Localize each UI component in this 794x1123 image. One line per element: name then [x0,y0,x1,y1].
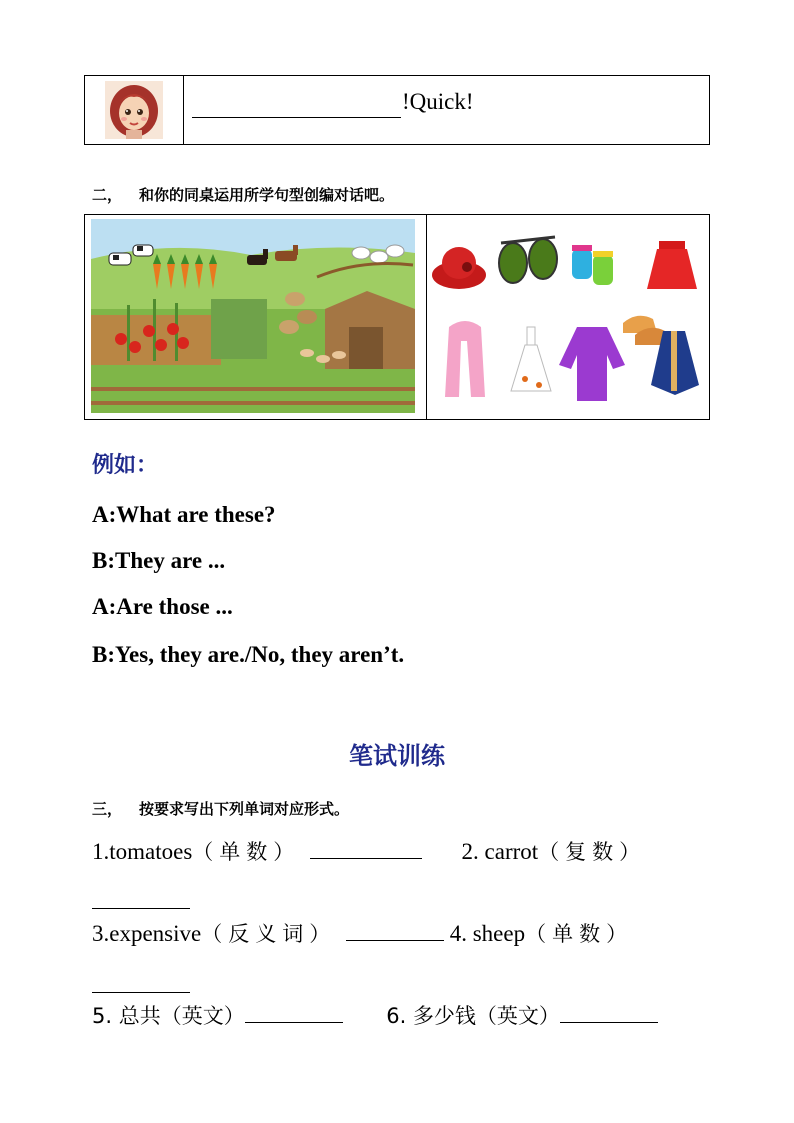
section2-instruction: 和你的同桌运用所学句型创编对话吧。 [139,186,395,204]
skirt-icon [647,241,697,289]
exercise-row-1b [92,888,190,915]
section2-number: 二， [92,186,123,204]
q1-hint: （单数） [192,840,301,864]
q3-hint: （反义词） [201,922,337,946]
q6-blank[interactable] [560,1002,658,1023]
q4-hint: （单数） [525,922,634,946]
farm-cell [85,215,427,419]
q2-word: 2. carrot [461,839,539,864]
section2-heading [92,184,394,205]
answer-blank[interactable] [192,117,401,118]
gloves-icon [572,245,613,285]
image-table [84,214,710,420]
written-training-title: 笔试训练 [349,741,445,770]
quick-text: !Quick! [402,89,474,114]
section3-instruction: 按要求写出下列单词对应形式。 [139,800,350,818]
dialog-line-4: B:Yes, they are./No, they aren’t. [92,642,405,667]
dress-icon [511,327,551,391]
exercise-row-2b [92,972,190,999]
dialog-line-2: B:They are ... [92,548,226,573]
section3-heading [92,798,349,819]
avatar-cell [85,76,184,144]
q2-blank[interactable] [92,888,190,909]
q5-text: 5. 总共（英文） [92,1004,245,1028]
top-table [84,75,710,145]
q3-blank[interactable] [346,920,444,941]
exercise-row-3 [92,1000,658,1030]
q6-text: 6. 多少钱（英文） [386,1004,560,1028]
dialog-line-3: A:Are those ... [92,594,233,619]
q2-hint: （复数） [538,840,647,864]
hat-icon [432,247,486,289]
clothes-cell [427,215,709,419]
section3-number: 三， [92,800,123,818]
scarf-icon [445,321,485,397]
farm-scene-icon [91,219,415,413]
q4-word: 4. sheep [449,921,526,946]
answer-cell [184,76,709,144]
q3-word: 3.expensive [92,921,202,946]
exercise-row-1 [92,836,646,866]
sweater-icon [559,327,625,401]
sunglasses-icon [499,237,557,283]
q1-blank[interactable] [310,838,422,859]
q5-blank[interactable] [245,1002,343,1023]
example-title: 例如： [92,453,159,478]
q4-blank[interactable] [92,972,190,993]
exercise-row-2 [92,918,633,948]
q1-word: 1.tomatoes [92,839,193,864]
dialog-line-1: A:What are these? [92,502,276,527]
girl-avatar-icon [105,81,163,139]
